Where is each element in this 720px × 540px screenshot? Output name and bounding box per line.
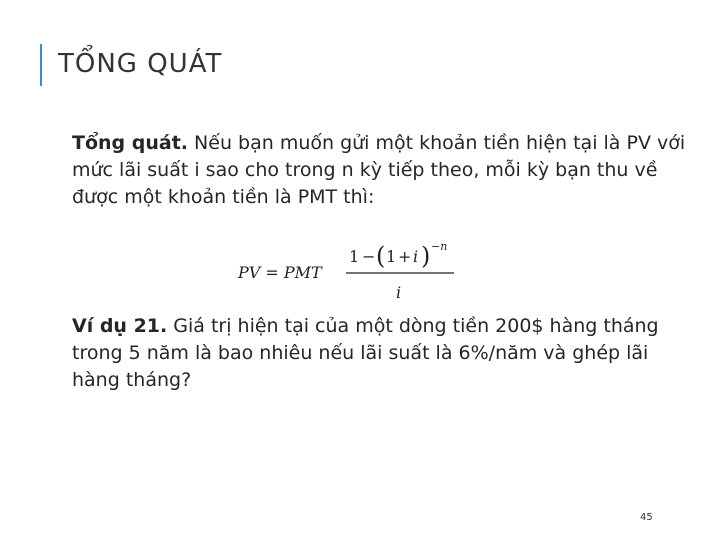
example-lead: Ví dụ 21.	[72, 315, 168, 337]
formula-minus: −	[362, 247, 376, 266]
formula-paren-close: )	[421, 242, 431, 270]
formula-paren-open: (	[376, 242, 386, 270]
formula-denominator: i	[396, 283, 402, 302]
example-21	[72, 313, 692, 394]
present-value-formula	[236, 236, 466, 306]
formula-svg	[236, 236, 466, 306]
formula-var-i: i	[413, 247, 419, 266]
slide-title: TỔNG QUÁT	[58, 49, 223, 79]
page-number: 45	[640, 512, 653, 523]
general-text: Nếu bạn muốn gửi một khoản tiền hiện tại là PV với mức lãi suất i sao cho trong n kỳ tiếp theo, mỗi kỳ bạn thu về được một khoản tiền là PMT thì:	[72, 132, 686, 208]
example-text: Giá trị hiện tại của một dòng tiền 200$ hàng tháng trong 5 năm là bao nhiêu nếu lãi suất là 6%/năm và ghép lãi hàng tháng?	[72, 315, 659, 391]
general-description	[72, 130, 692, 211]
formula-exponent: −n	[431, 240, 448, 253]
formula-plus: +	[398, 247, 412, 266]
title-accent-bar	[40, 44, 42, 86]
formula-lhs: PV = PMT	[238, 263, 322, 282]
formula-base-one: 1	[386, 247, 397, 266]
general-lead: Tổng quát.	[72, 132, 189, 154]
formula-numerator-one: 1	[349, 247, 360, 266]
